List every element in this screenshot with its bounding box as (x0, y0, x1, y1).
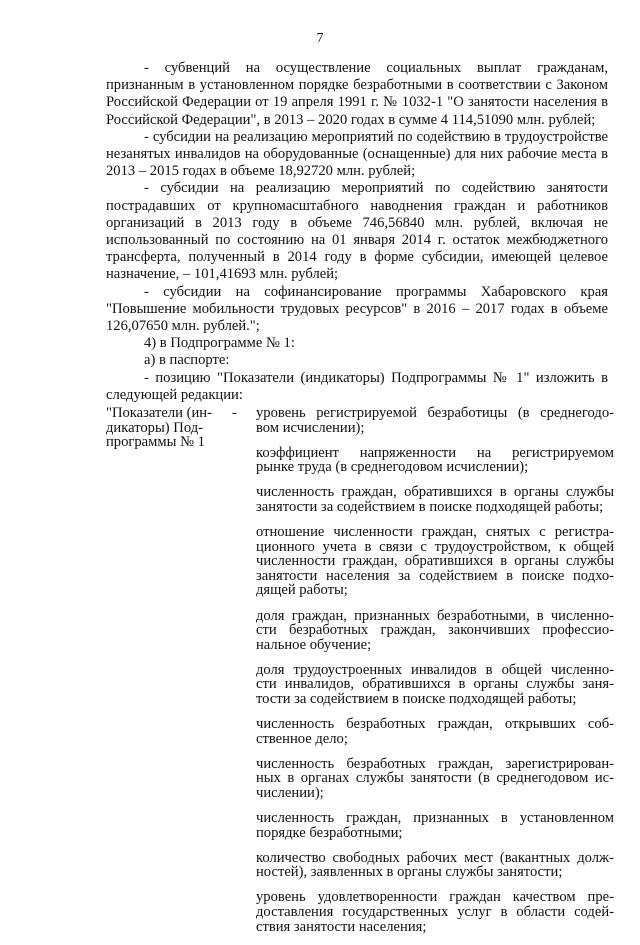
indicator-item (256, 525, 614, 598)
indicator-line: рынке труда (в среднегодовом исчислении); (256, 459, 529, 476)
indicator-item (256, 663, 614, 707)
indicator-line: доставления государственных услуг в области содей- (256, 904, 614, 921)
paragraph-indicators-position: - позицию "Показатели (индикаторы) Подпрограммы № 1" изложить в следующей редакции: (106, 369, 608, 403)
indicator-line: дящей работы; (256, 582, 348, 599)
indicator-line: уровень регистрируемой безработицы (в среднегодо- (256, 405, 614, 421)
indicator-line: вом исчислении); (256, 419, 365, 436)
indicator-line: численность безработных граждан, открывших соб- (256, 716, 614, 733)
indicator-line: занятости за содействием в поиске подходящей работы; (256, 498, 604, 515)
indicators-dash: - (232, 405, 237, 421)
page-number: 7 (316, 31, 324, 46)
indicator-item (256, 406, 614, 435)
paragraph-subprogram-1: 4) в Подпрограмме № 1: (144, 335, 295, 352)
indicator-line: ционного учета в связи с трудоустройством, к общей (256, 538, 614, 555)
indicators-label (106, 406, 246, 450)
indicator-line: нальное обучение; (256, 636, 372, 653)
indicator-line: численность граждан, обратившихся в органы службы (256, 484, 614, 501)
indicator-line: ствия занятости населения; (256, 918, 427, 935)
indicator-line: отношение численности граждан, снятых с регистра- (256, 524, 614, 541)
indicators-label-line: дикаторы) Под- (106, 419, 203, 436)
paragraph-disabled-employment: - субсидии на реализацию мероприятий по содействию в трудоустройстве незанятых инвалидов на оборудованные (оснащенные) для них рабочие места в 2013 – 2015 годах в объеме 18,92720 млн. рублей; (106, 128, 608, 180)
indicator-line: количество свободных рабочих мест (вакантных долж- (256, 849, 614, 866)
indicator-line: сти инвалидов, обратившихся в органы службы заня- (256, 676, 614, 693)
indicator-line: численности граждан, обратившихся в органы службы (256, 553, 614, 570)
indicator-item (256, 609, 614, 653)
paragraph-mobility-program: - субсидии на софинансирование программы Хабаровского края "Повышение мобильности трудовых ресурсов" в 2016 – 2017 годах в объеме 126,07650 млн. рублей."; (106, 283, 608, 335)
indicator-line: численность безработных граждан, зарегистрирован- (256, 755, 614, 772)
indicators-list (256, 406, 614, 945)
indicator-item (256, 485, 614, 514)
indicator-line: тости за содействием в поиске подходящей работы; (256, 691, 577, 707)
paragraph-passport: а) в паспорте: (144, 352, 230, 369)
indicator-line: занятости населения за содействием в поиске подхо- (256, 567, 614, 584)
indicator-line: доля граждан, признанных безработными, в численно- (256, 607, 614, 624)
indicators-label-line: "Показатели (ин- (106, 405, 212, 421)
indicator-item (256, 717, 614, 746)
paragraph-subventions: - субвенций на осуществление социальных выплат гражданам, признанным в установленном порядке безработными в соответствии с Законом Российской Федерации от 19 апреля 1991 г. № 1032-1 "О занятости населения в Российской Федерации", в 2013 – 2020 годах в сумме 4 114,51090 млн. рублей; (106, 60, 608, 128)
indicator-item (256, 446, 614, 475)
indicator-line: ных в органах службы занятости (в среднегодовом ис- (256, 770, 614, 787)
indicator-line: числении); (256, 784, 324, 801)
indicator-line: порядке безработными; (256, 824, 403, 841)
indicator-line: сти безработных граждан, закончивших профессио- (256, 622, 614, 639)
indicator-line: ственное дело; (256, 730, 348, 747)
indicator-line: уровень удовлетворенности граждан качеством пре- (256, 889, 614, 906)
indicator-line: численность граждан, признанных в установленном (256, 810, 614, 827)
indicator-item (256, 890, 614, 934)
document-body (106, 60, 608, 404)
indicator-item (256, 851, 614, 880)
indicators-label-line: программы № 1 (106, 434, 205, 451)
paragraph-flood-victims: - субсидии на реализацию мероприятий по содействию занятости пострадавших от крупномасштабного наводнения граждан и работников организаций в 2013 году в объеме 746,56840 млн. рублей, включая не использованный по состоянию на 01 января 2014 г. остаток межбюджетного трансферта, полученный в 2014 году в форме субсидии, имеющей целевое назначение, – 101,41693 млн. рублей; (106, 180, 608, 283)
indicator-line: ностей), заявленных в органы службы занятости; (256, 864, 563, 881)
indicator-item (256, 757, 614, 801)
indicator-item (256, 811, 614, 840)
indicator-line: коэффициент напряженности на регистрируемом (256, 444, 614, 461)
indicator-line: доля трудоустроенных инвалидов в общей численно- (256, 661, 614, 678)
